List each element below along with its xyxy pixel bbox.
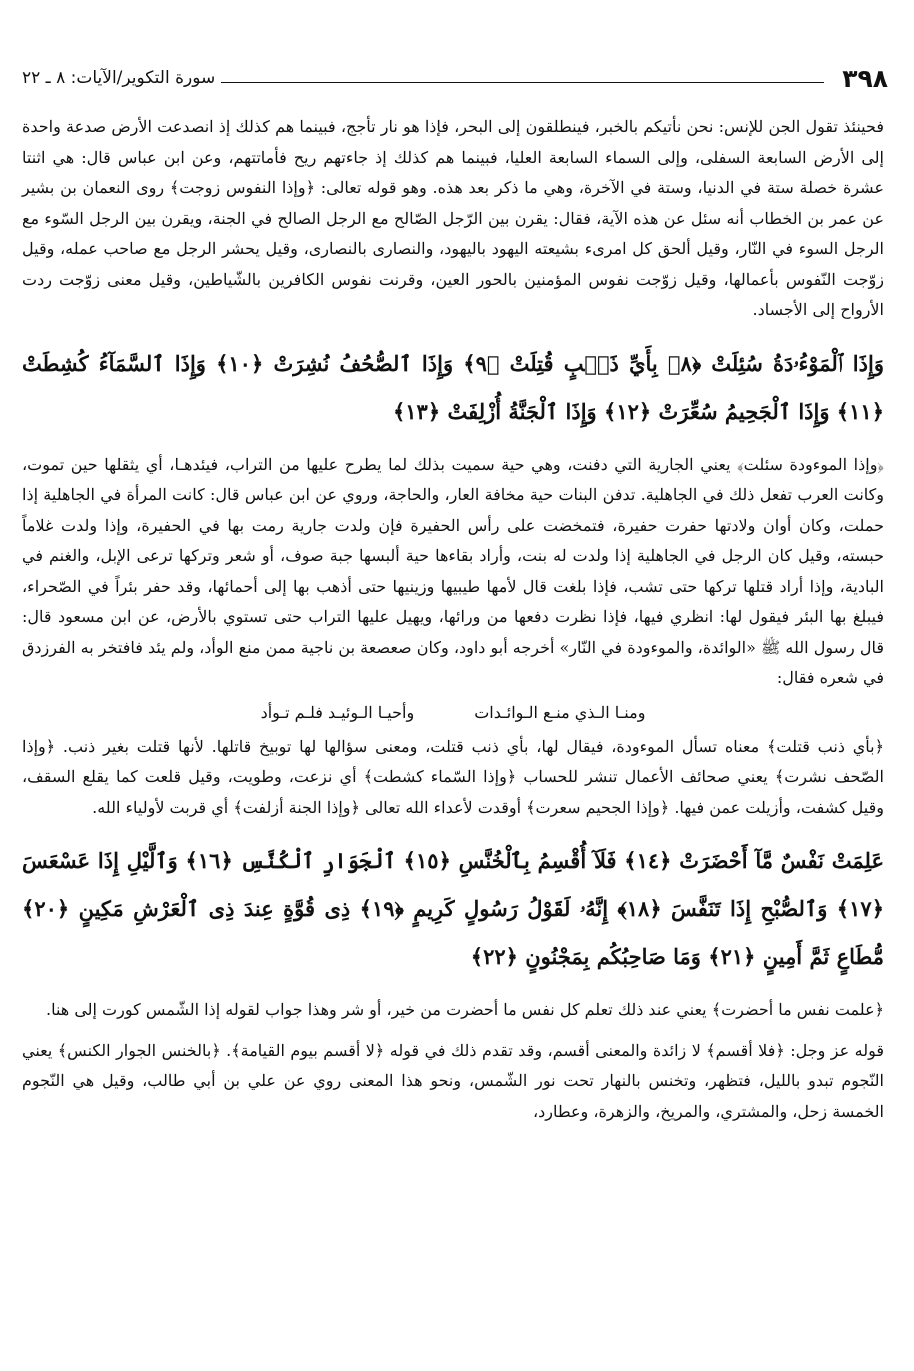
running-title: سورة التكوير/الآيات: ٨ ـ ٢٢ — [22, 68, 216, 88]
tafsir-paragraph: قوله عز وجل: ﴿فلا أقسم﴾ لا زائدة والمعنى أقسم، وقد تقدم ذلك في قوله ﴿لا أقسم بيوم القيامة﴾. ﴿بالخنس الجوار الكنس﴾ يعني النّجوم تبدو بالليل، فتظهر، وتخنس بالنهار تحت نور الشّمس، ونحو هذا المعنى روي عن علي بن أبي طالب، وقيل هي النّجوم الخمسة زحل، والمشتري، والمريخ، والزهرة، وعطارد، — [22, 1040, 884, 1121]
tafsir-paragraph: فحينئذ تقول الجن للإنس: نحن نأتيكم بالخبر، فينطلقون إلى البحر، فإذا هو نار تأجج، فبينما هم كذلك إذ انصدعت الأرض صدعة واحدة إلى الأرض السابعة السفلى، وإلى السماء السابعة العليا، فبينما هم كذلك إذ جاءتهم ريح فأماتتهم، وعن ابن عباس قال: هي اثنتا عشرة خصلة ستة في الدنيا، وستة في الآخرة، وهي ما ذكر بعد هذه. وهو قوله تعالى: ﴿وإذا النفوس زوجت﴾ روى النعمان بن بشير عن عمر بن الخطاب أنه سئل عن هذه الآية، فقال: يقرن بين الرّجل الصّالح مع الرجل الصالح في الجنة، ويقرن بين الرجل السّوء مع الرجل السوء في النّار، وقيل ألحق كل امرىء بشيعته اليهود باليهود، والنصارى بالنصارى، وقيل يحشر الرجل مع صاحب عمله، وقيل زوّجت النّفوس بأعمالها، وقيل زوّجت نفوس المؤمنين بالحور العين، وقرنت نفوس الكافرين بالشّياطين، وقيل معنى زوّجت ردت الأرواح إلى الأجساد. — [22, 117, 885, 319]
poem-first-hemistich: ومنـا الـذي منـع الـوائـدات — [474, 702, 646, 722]
page-body — [22, 112, 884, 1127]
quran-verses-8-13: وَإِذَا ٱلْمَوْءُۥدَةُ سُئِلَتْ ﴿٨﴾ بِأَيِّ ذَنۢبٍ قُتِلَتْ ﴿٩﴾ وَإِذَا ٱلصُّحُفُ نُشِرَتْ ﴿١٠﴾ وَإِذَا ٱلسَّمَآءُ كُشِطَتْ ﴿١١﴾ وَإِذَا ٱلْجَحِيمُ سُعِّرَتْ ﴿١٢﴾ وَإِذَا ٱلْجَنَّةُ أُزْلِفَتْ ﴿١٣﴾ — [22, 350, 884, 424]
spacer — [22, 985, 884, 995]
tafsir-paragraph: ﴿بأي ذنب قتلت﴾ معناه تسأل الموءودة، فيقال لها، بأي ذنب قتلت، ومعنى سؤالها لها توبيخ قاتلها. لأنها قتلت بغير ذنب. ﴿وإذا الصّحف نشرت﴾ يعني صحائف الأعمال تنشر للحساب ﴿وإذا السّماء كشطت﴾ أي نزعت، وطويت، وقيل قلعت كما يقلع السقف، وقيل كشفت، وأزيلت عمن فيها. ﴿وإذا الجحيم سعرت﴾ أوقدت لأعداء الله تعالى ﴿وإذا الجنة أزلفت﴾ أي قربت لأولياء الله. — [22, 736, 884, 817]
quran-verses-14-22: عَلِمَتْ نَفْسٌ مَّآ أَحْضَرَتْ ﴿١٤﴾ فَلَآ أُقْسِمُ بِٱلْخُنَّسِ ﴿١٥﴾ ٱلْجَوَارِ ٱلْكُنَّسِ ﴿١٦﴾ وَٱلَّيْلِ إِذَا عَسْعَسَ ﴿١٧﴾ وَٱلصُّبْحِ إِذَا تَنَفَّسَ ﴿١٨﴾ إِنَّهُۥ لَقَوْلُ رَسُولٍ كَرِيمٍ ﴿١٩﴾ ذِى قُوَّةٍ عِندَ ذِى ٱلْعَرْشِ مَكِينٍ ﴿٢٠﴾ مُّطَاعٍ ثَمَّ أَمِينٍ ﴿٢١﴾ وَمَا صَاحِبُكُم بِمَجْنُونٍ ﴿٢٢﴾ — [22, 848, 885, 969]
poem-verse — [22, 696, 884, 730]
page-number: ٣٩٨ — [842, 63, 888, 93]
spacer — [22, 823, 884, 833]
header-rule — [221, 82, 824, 83]
spacer — [22, 326, 884, 336]
poem-second-hemistich: وأحيـا الـوئيـد فلـم تـوأد — [260, 702, 415, 722]
spacer — [22, 1026, 884, 1036]
tafsir-paragraph: ﴿وإذا الموءودة سئلت﴾ يعني الجارية التي دفنت، وهي حية سميت بذلك لما يطرح عليها من التراب، فيئدهـا، أي يثقلها حين تموت، وكانت العرب تفعل ذلك في الجاهلية. تدفن البنات حية مخافة العار، والحاجة، وروي عن ابن عباس قال: كانت المرأة في الجاهلية إذا حملت، وكان أوان ولادتها حفرت حفيرة، فتمخضت على رأس الحفيرة فإن ولدت جارية رمت بها في الحفيرة، وإذا ولدت غلاماً حبسته، وقيل كان الرجل في الجاهلية إذا ولدت له بنت، وأراد بقاءها حية ألبسها جبة صوف، أو شعر وتركها ترعى الإبل، والغنم في البادية، وإذا أراد قتلها تركها حتى تشب، فإذا بلغت قال لأمها طيبيها وزينيها حتى أذهب بها إلى أحمائها، وقد حفر بئراً في الصّحراء، فيبلغ بها البئر فيقول لها: انظري فيها، فإذا نظرت دفعها من ورائها، ويهيل عليها التراب حتى تستوي بالأرض، عن ابن مسعود قال: قال رسول الله ﷺ «الوائدة، والموءودة في النّار» أخرجه أبو داود، وكان صعصعة بن ناجية ممن منع الوأد، ولم يئد فافتخر به الفرزدق في شعره فقال: — [22, 454, 885, 687]
tafsir-paragraph: ﴿علمت نفس ما أحضرت﴾ يعني عند ذلك تعلم كل نفس ما أحضرت من خير، أو شر وهذا جواب لقوله إذا الشّمس كورت إلى هنا. — [46, 1000, 884, 1019]
spacer — [22, 440, 884, 450]
page-header — [22, 58, 888, 98]
